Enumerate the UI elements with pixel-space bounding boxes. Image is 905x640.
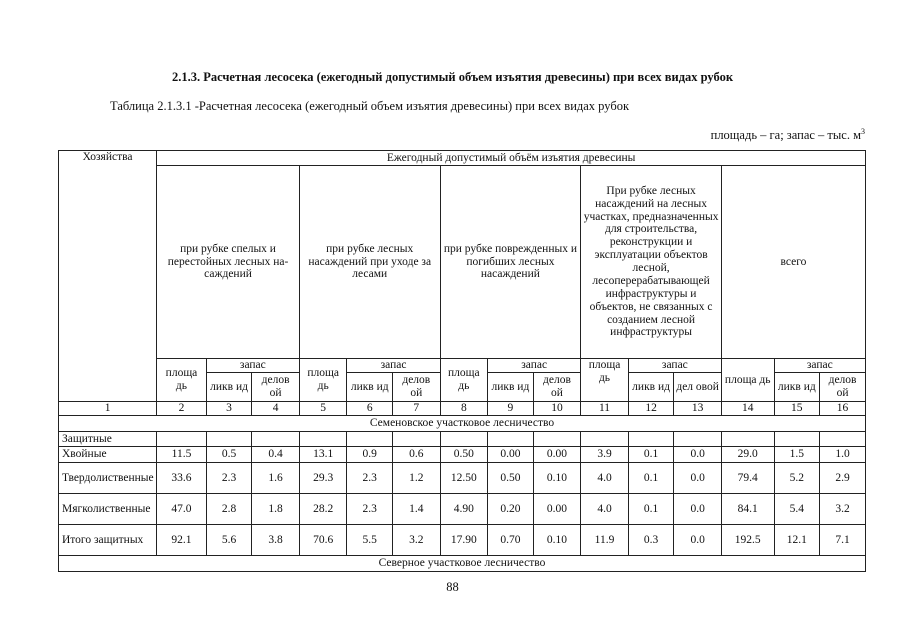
table-cell: 92.1 bbox=[157, 525, 207, 556]
stock-header-2: запас bbox=[347, 359, 440, 373]
table-cell bbox=[299, 432, 347, 447]
table-cell: 12.1 bbox=[774, 525, 820, 556]
row-label: Твердолиственные bbox=[59, 463, 157, 494]
table-cell bbox=[440, 432, 488, 447]
table-cell: 29.3 bbox=[299, 463, 347, 494]
table-caption: Таблица 2.1.3.1 -Расчетная лесосека (ежегодный объем изъятия древесины) при всех видах рубок bbox=[110, 99, 630, 113]
table-cell: 11.5 bbox=[157, 447, 207, 463]
column-number: 13 bbox=[674, 402, 722, 416]
table-cell: 70.6 bbox=[299, 525, 347, 556]
column-number: 15 bbox=[774, 402, 820, 416]
table-cell bbox=[347, 432, 393, 447]
table-cell bbox=[393, 432, 441, 447]
area-header-1: площа дь bbox=[157, 359, 207, 402]
table-cell: 4.0 bbox=[581, 494, 629, 525]
section-severnoe: Северное участковое лесничество bbox=[59, 556, 866, 572]
row-label: Хвойные bbox=[59, 447, 157, 463]
table-cell: 4.0 bbox=[581, 463, 629, 494]
group-care-cutting: при рубке лесных насаждений при уходе за лесами bbox=[299, 166, 440, 359]
table-cell: 0.00 bbox=[533, 447, 581, 463]
table-cell: 0.0 bbox=[674, 463, 722, 494]
table-cell: 0.1 bbox=[628, 494, 674, 525]
column-number: 10 bbox=[533, 402, 581, 416]
table-cell: 1.8 bbox=[252, 494, 300, 525]
header-farms: Хозяйства bbox=[59, 151, 157, 402]
group-damaged-cutting: при рубке поврежденных и погибших лесных насаждений bbox=[440, 166, 581, 359]
group-construction-cutting: При рубке лесных насаждений на лесных участках, предназначенных для строительства, реконструкции и эксплуатации объектов лесной, лесоперерабатывающей инфраструктуры и объектов, не связанных с созданием лесной инфраструктуры bbox=[581, 166, 722, 359]
table-cell: 0.1 bbox=[628, 463, 674, 494]
table-cell: 3.2 bbox=[820, 494, 866, 525]
table-cell bbox=[721, 432, 774, 447]
table-cell: 3.8 bbox=[252, 525, 300, 556]
column-number: 6 bbox=[347, 402, 393, 416]
table-cell: 0.00 bbox=[533, 494, 581, 525]
table-cell: 47.0 bbox=[157, 494, 207, 525]
table-cell: 0.50 bbox=[440, 447, 488, 463]
table-cell: 1.0 bbox=[820, 447, 866, 463]
page-number: 88 bbox=[446, 580, 459, 594]
column-number-row bbox=[59, 402, 866, 416]
table-row bbox=[59, 525, 866, 556]
table-cell: 0.0 bbox=[674, 494, 722, 525]
business-header-3: делов ой bbox=[533, 373, 581, 402]
area-header-4: площа дь bbox=[581, 359, 629, 402]
table-row bbox=[59, 494, 866, 525]
liquid-header-2: ликв ид bbox=[347, 373, 393, 402]
table-cell bbox=[206, 432, 252, 447]
column-number: 4 bbox=[252, 402, 300, 416]
table-cell: 3.2 bbox=[393, 525, 441, 556]
table-row bbox=[59, 432, 866, 447]
table-cell: 11.9 bbox=[581, 525, 629, 556]
stock-header-1: запас bbox=[206, 359, 299, 373]
business-header-5: делов ой bbox=[820, 373, 866, 402]
table-cell: 0.10 bbox=[533, 463, 581, 494]
group-mature-cutting: при рубке спелых и перестойных лесных на- саждений bbox=[157, 166, 300, 359]
table-cell: 4.90 bbox=[440, 494, 488, 525]
table-cell: 2.3 bbox=[347, 463, 393, 494]
table-cell: 0.5 bbox=[206, 447, 252, 463]
table-cell: 1.5 bbox=[774, 447, 820, 463]
table-cell: 1.2 bbox=[393, 463, 441, 494]
table-cell: 5.6 bbox=[206, 525, 252, 556]
table-cell: 0.0 bbox=[674, 447, 722, 463]
section-semenovskoe: Семеновское участковое лесничество bbox=[59, 416, 866, 432]
column-number: 7 bbox=[393, 402, 441, 416]
units-superscript: 3 bbox=[861, 127, 865, 136]
row-label: Мягколиственные bbox=[59, 494, 157, 525]
column-number: 5 bbox=[299, 402, 347, 416]
business-header-2: делов ой bbox=[393, 373, 441, 402]
table-cell: 2.9 bbox=[820, 463, 866, 494]
table-cell: 0.0 bbox=[674, 525, 722, 556]
units-text: площадь – га; запас – тыс. м bbox=[710, 128, 861, 143]
table-cell: 84.1 bbox=[721, 494, 774, 525]
column-number: 12 bbox=[628, 402, 674, 416]
table-cell bbox=[581, 432, 629, 447]
column-number: 1 bbox=[59, 402, 157, 416]
section-heading: 2.1.3. Расчетная лесосека (ежегодный допустимый объем изъятия древесины) при всех видах рубок bbox=[171, 70, 734, 84]
table-cell bbox=[488, 432, 534, 447]
header-annual-volume: Ежегодный допустимый объём изъятия древесины bbox=[157, 151, 866, 166]
row-label: Защитные bbox=[59, 432, 157, 447]
table-cell: 0.70 bbox=[488, 525, 534, 556]
table-row bbox=[59, 447, 866, 463]
business-header-1: делов ой bbox=[252, 373, 300, 402]
liquid-header-4: ликв ид bbox=[628, 373, 674, 402]
table-cell bbox=[157, 432, 207, 447]
table-cell: 0.50 bbox=[488, 463, 534, 494]
table-cell: 1.4 bbox=[393, 494, 441, 525]
column-number: 16 bbox=[820, 402, 866, 416]
table-cell: 2.3 bbox=[206, 463, 252, 494]
area-header-2: площа дь bbox=[299, 359, 347, 402]
table-cell bbox=[820, 432, 866, 447]
table-cell: 2.8 bbox=[206, 494, 252, 525]
column-number: 8 bbox=[440, 402, 488, 416]
group-total: всего bbox=[721, 166, 865, 359]
area-header-5: площа дь bbox=[721, 359, 774, 402]
business-header-4: дел овой bbox=[674, 373, 722, 402]
table-cell bbox=[628, 432, 674, 447]
table-cell bbox=[674, 432, 722, 447]
row-label: Итого защитных bbox=[59, 525, 157, 556]
table-cell: 0.00 bbox=[488, 447, 534, 463]
liquid-header-5: ликв ид bbox=[774, 373, 820, 402]
allowable-cut-table bbox=[58, 150, 866, 572]
table-cell: 13.1 bbox=[299, 447, 347, 463]
table-cell: 1.6 bbox=[252, 463, 300, 494]
table-cell bbox=[252, 432, 300, 447]
stock-header-4: запас bbox=[628, 359, 721, 373]
table-cell: 5.5 bbox=[347, 525, 393, 556]
table-cell: 3.9 bbox=[581, 447, 629, 463]
stock-header-3: запас bbox=[488, 359, 581, 373]
table-cell: 192.5 bbox=[721, 525, 774, 556]
table-cell: 5.4 bbox=[774, 494, 820, 525]
area-header-3: площа дь bbox=[440, 359, 488, 402]
column-number: 2 bbox=[157, 402, 207, 416]
table-cell: 29.0 bbox=[721, 447, 774, 463]
table-cell: 79.4 bbox=[721, 463, 774, 494]
column-number: 14 bbox=[721, 402, 774, 416]
table-cell: 0.10 bbox=[533, 525, 581, 556]
column-number: 11 bbox=[581, 402, 629, 416]
table-cell: 7.1 bbox=[820, 525, 866, 556]
units-note bbox=[711, 127, 865, 143]
table-cell: 0.6 bbox=[393, 447, 441, 463]
table-cell: 0.1 bbox=[628, 447, 674, 463]
column-number: 3 bbox=[206, 402, 252, 416]
table-cell bbox=[774, 432, 820, 447]
table-cell: 17.90 bbox=[440, 525, 488, 556]
table-cell: 33.6 bbox=[157, 463, 207, 494]
table-cell: 5.2 bbox=[774, 463, 820, 494]
table-cell: 28.2 bbox=[299, 494, 347, 525]
table-cell: 12.50 bbox=[440, 463, 488, 494]
table-cell: 0.20 bbox=[488, 494, 534, 525]
table-cell: 0.4 bbox=[252, 447, 300, 463]
table-row bbox=[59, 463, 866, 494]
table-cell: 0.9 bbox=[347, 447, 393, 463]
stock-header-5: запас bbox=[774, 359, 865, 373]
column-number: 9 bbox=[488, 402, 534, 416]
table-cell: 0.3 bbox=[628, 525, 674, 556]
liquid-header-1: ликв ид bbox=[206, 373, 252, 402]
table-cell bbox=[533, 432, 581, 447]
liquid-header-3: ликв ид bbox=[488, 373, 534, 402]
table-cell: 2.3 bbox=[347, 494, 393, 525]
